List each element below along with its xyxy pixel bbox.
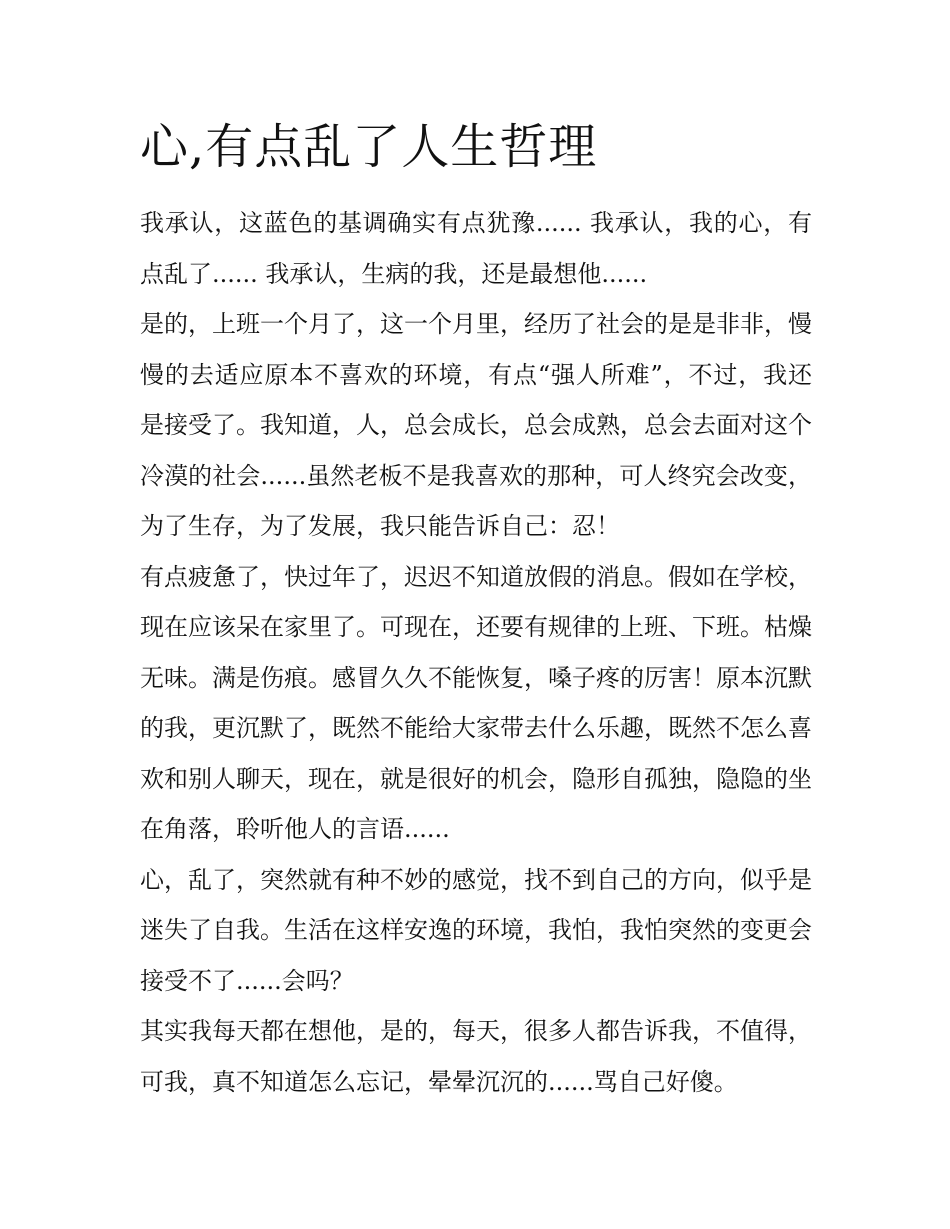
paragraph: 其实我每天都在想他，是的，每天，很多人都告诉我，不值得，可我，真不知道怎么忘记，晕晕沉沉的......骂自己好傻。	[140, 1017, 812, 1096]
paragraph: 有点疲惫了，快过年了，迟迟不知道放假的消息。假如在学校，现在应该呆在家里了。可现在，还要有规律的上班、下班。枯燥无味。满是伤痕。感冒久久不能恢复，嗓子疼的厉害！原本沉默的我，更沉默了，既然不能给大家带去什么乐趣，既然不怎么喜欢和别人聊天，现在，就是很好的机会，隐形自孤独，隐隐的坐在角落，聆听他人的言语......	[140, 562, 812, 843]
paragraph: 我承认，这蓝色的基调确实有点犹豫...... 我承认，我的心，有点乱了...... 我承认，生病的我，还是最想他......	[140, 209, 812, 288]
paragraph: 是的，上班一个月了，这一个月里，经历了社会的是是非非，慢慢的去适应原本不喜欢的环境，有点“强人所难”，不过，我还是接受了。我知道，人，总会成长，总会成熟，总会去面对这个冷漠的社会......虽然老板不是我喜欢的那种，可人终究会改变，为了生存，为了发展，我只能告诉自己：忍！	[140, 310, 812, 540]
paragraph: 心，乱了，突然就有种不妙的感觉，找不到自己的方向，似乎是迷失了自我。生活在这样安逸的环境，我怕，我怕突然的变更会接受不了......会吗？	[140, 865, 812, 995]
document-title: 心,有点乱了人生哲理	[140, 119, 598, 175]
document-content	[140, 112, 812, 1107]
